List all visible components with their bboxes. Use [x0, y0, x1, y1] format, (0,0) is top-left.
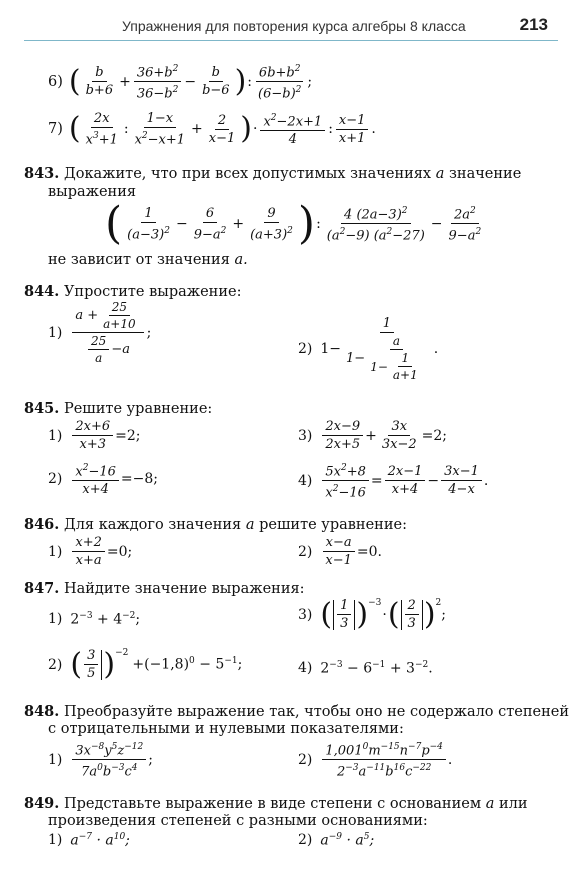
item-6: 6) ( $\frac{b}{b+6}$ + $\frac{36+b^2}{36-b^2}$ − $\frac{b}{b-6}$ ) : $\frac{6b+b^2}{(6-b)^2}$ ;	[48, 63, 313, 102]
ex843-expression: ( $\frac{1}{(a-3)^2}$ − $\frac{6}{9-a^2}$ + $\frac{9}{(a+3)^2}$ ) : $\frac{4 (2a-3)^2}{(a^2-9) (a^2-27)}$ − $\frac{2a^2}{9-a^2}$	[105, 197, 482, 249]
ex847-number: 847.	[24, 580, 60, 597]
ex843-tail	[48, 252, 248, 269]
item-label: 4)	[298, 472, 313, 489]
header-rule	[24, 40, 558, 41]
ex849-text: Представьте выражение в виде степени с основанием	[63, 796, 482, 812]
ex845-item4: 4) $\frac{5x^2+8}{x^2-16}$ = $\frac{2x-1}{x+4}$ − $\frac{3x-1}{4-x}$ .	[298, 463, 489, 501]
ex847-item2: 2) ( $\frac{3}{5}$ ) −2 $+(-1,8)^0 - 5^{-1}$;	[48, 646, 243, 682]
ex845-item3: 3) $\frac{2x-9}{2x+5}$ + $\frac{3x}{3x-2}$ =2;	[298, 419, 448, 452]
ex846-text2: решите уравнение:	[259, 517, 407, 533]
item-label: 2)	[298, 543, 313, 560]
item-label: 1)	[48, 427, 63, 444]
ex846-text: Для каждого значения	[63, 517, 242, 533]
ex847-heading	[24, 580, 305, 598]
ex844-number: 844.	[24, 283, 60, 300]
ex849-var: a	[485, 796, 495, 812]
ex843-number: 843.	[24, 165, 60, 182]
ex848-text: Преобразуйте выражение так, чтобы оно не содержало степеней	[63, 704, 570, 720]
ex847-item1: 1) $2^{-3} + 4^{-2}$;	[48, 611, 141, 628]
ex843-tail-text: не зависит от значения	[48, 252, 230, 268]
ex849-item1: 1) $a^{-7} \cdot a^{10}$;	[48, 832, 130, 849]
ex843-line1	[24, 165, 521, 183]
ex846-var: a	[245, 517, 255, 533]
ex845-item2: 2) $\frac{x^2-16}{x+4}$ =−8;	[48, 463, 158, 498]
item-label: 2)	[48, 656, 63, 673]
page-header	[0, 0, 582, 40]
ex844-item2: 2) 1− 1 1− a 1− $\frac{1}{a+1}$ .	[298, 316, 439, 382]
ex849-heading	[24, 795, 528, 813]
ex843-tail-var: a.	[234, 252, 248, 268]
ex847-item3: 3) ( $\frac{1}{3}$ ) −3 · ( $\frac{2}{3}$ ) 2 ;	[298, 596, 446, 632]
ex845-heading	[24, 400, 212, 418]
running-title: Упражнения для повторения курса алгебры 8 класса	[122, 18, 466, 34]
ex843-var: a	[435, 166, 445, 182]
page-number: 213	[519, 15, 548, 34]
ex846-item2: 2) $\frac{x-a}{x-1}$ =0.	[298, 535, 382, 568]
ex848-item1: 1) $\frac{3x^{-8}y^5z^{-12}}{7a^0b^{-3}c^4}$ ;	[48, 742, 153, 780]
ex849-item2: 2) $a^{-9} \cdot a^5$;	[298, 832, 375, 849]
item-label: 3)	[298, 427, 313, 444]
ex848-heading	[24, 703, 569, 721]
ex844-item1: 1) a + $\frac{25}{a+10}$ $\frac{25}{a}$ −a ;	[48, 300, 152, 365]
ex849-number: 849.	[24, 795, 60, 812]
ex846-heading	[24, 516, 407, 534]
ex848-item2: 2) $\frac{1,001^0m^{-15}n^{-7}p^{-4}}{2^{-3}a^{-11}b^{16}c^{-22}}$ .	[298, 742, 453, 780]
ex843-line2: выражения	[48, 184, 137, 200]
item-label: 2)	[298, 832, 313, 849]
item-label: 2)	[298, 751, 313, 768]
ex844-text: Упростите выражение:	[63, 284, 242, 300]
ex845-number: 845.	[24, 400, 60, 417]
ex848-line2: с отрицательными и нулевыми показателями:	[48, 721, 404, 737]
item-6-label: 6)	[48, 73, 63, 90]
ex843-text: Докажите, что при всех допустимых значениях	[63, 166, 432, 182]
ex847-text: Найдите значение выражения:	[63, 581, 305, 597]
ex846-number: 846.	[24, 516, 60, 533]
item-label: 2)	[298, 341, 313, 357]
item-label: 1)	[48, 611, 63, 628]
ex848-number: 848.	[24, 703, 60, 720]
ex845-text: Решите уравнение:	[63, 401, 213, 417]
ex847-item4: 4) $2^{-3} - 6^{-1} + 3^{-2}$.	[298, 660, 433, 677]
ex844-heading	[24, 283, 241, 301]
ex849-text1b: или	[498, 796, 528, 812]
ex849-line2: произведения степеней с разными основаниями:	[48, 813, 428, 829]
item-label: 3)	[298, 606, 313, 623]
item-label: 1)	[48, 543, 63, 560]
item-label: 4)	[298, 660, 313, 677]
item-label: 1)	[48, 324, 63, 341]
item-7-label: 7)	[48, 121, 63, 138]
item-7: 7) ( $\frac{2x}{x^3+1}$ : $\frac{1-x}{x^2-x+1}$ + $\frac{2}{x-1}$ ) · $\frac{x^2-2x+1}{4}$ : $\frac{x-1}{x+1}$ .	[48, 111, 376, 148]
item-label: 2)	[48, 471, 63, 488]
item-label: 1)	[48, 751, 63, 768]
ex843-text2: значение	[449, 166, 522, 182]
ex846-item1: 1) $\frac{x+2}{x+a}$ =0;	[48, 535, 133, 568]
item-label: 1)	[48, 832, 63, 849]
ex845-item1: 1) $\frac{2x+6}{x+3}$ =2;	[48, 419, 141, 452]
